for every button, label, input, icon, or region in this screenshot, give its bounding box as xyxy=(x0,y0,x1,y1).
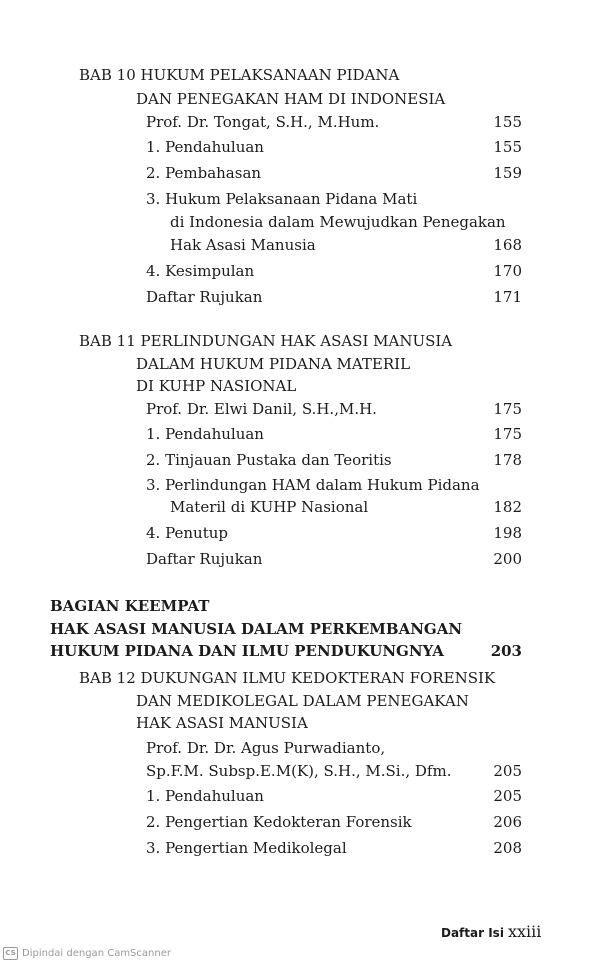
bab12-author-line1: Prof. Dr. Dr. Agus Purwadianto, xyxy=(146,739,386,757)
toc-item-label: 1. Pendahuluan xyxy=(146,425,264,443)
toc-item-label: Daftar Rujukan xyxy=(146,288,263,306)
toc-item-page: 168 xyxy=(493,236,522,254)
footer-section-label: Daftar Isi xyxy=(441,926,504,940)
toc-item-label: 2. Pembahasan xyxy=(146,164,262,182)
bab12-heading-line2: DAN MEDIKOLEGAL DALAM PENEGAKAN xyxy=(136,692,469,710)
toc-item-page: 178 xyxy=(493,451,522,469)
bab12-heading-line1: BAB 12 DUKUNGAN ILMU KEDOKTERAN FORENSIK xyxy=(79,669,496,687)
toc-item-label: 1. Pendahuluan xyxy=(146,787,264,805)
toc-item-page: 198 xyxy=(493,524,522,542)
bab12-author-line2: Sp.F.M. Subsp.E.M(K), S.H., M.Si., Dfm. xyxy=(146,762,452,780)
toc-item-page: 171 xyxy=(493,288,522,306)
toc-item-label: 3. Hukum Pelaksanaan Pidana Mati xyxy=(146,190,418,208)
toc-item-page: 206 xyxy=(493,813,522,831)
bab11-author-page: 175 xyxy=(493,400,522,418)
toc-item-label: 3. Pengertian Medikolegal xyxy=(146,839,347,857)
bab11-heading-line3: DI KUHP NASIONAL xyxy=(136,377,297,395)
toc-item-label: 3. Perlindungan HAM dalam Hukum Pidana xyxy=(146,476,480,494)
bab11-author: Prof. Dr. Elwi Danil, S.H.,M.H. xyxy=(146,400,377,418)
bab12-author-page: 205 xyxy=(493,762,522,780)
toc-item-page: 182 xyxy=(493,498,522,516)
toc-item-label: 4. Penutup xyxy=(146,524,228,542)
part-heading-line3: HUKUM PIDANA DAN ILMU PENDUKUNGNYA xyxy=(50,642,444,660)
toc-item-label: 4. Kesimpulan xyxy=(146,262,255,280)
toc-item-page: 155 xyxy=(493,138,522,156)
toc-item-label: 1. Pendahuluan xyxy=(146,138,264,156)
toc-item-label-cont: Hak Asasi Manusia xyxy=(170,236,316,254)
scanner-watermark xyxy=(3,947,171,960)
part-heading-line1: BAGIAN KEEMPAT xyxy=(50,597,210,615)
bab12-heading-line3: HAK ASASI MANUSIA xyxy=(136,714,308,732)
toc-item-label-cont: Materil di KUHP Nasional xyxy=(170,498,369,516)
bab10-heading-line1: BAB 10 HUKUM PELAKSANAAN PIDANA xyxy=(79,66,400,84)
toc-item-page: 205 xyxy=(493,787,522,805)
toc-item-label: Daftar Rujukan xyxy=(146,550,263,568)
bab10-author-page: 155 xyxy=(493,113,522,131)
watermark-text: Dipindai dengan CamScanner xyxy=(22,948,171,959)
toc-item-label: 2. Tinjauan Pustaka dan Teoritis xyxy=(146,451,392,469)
bab10-heading-line2: DAN PENEGAKAN HAM DI INDONESIA xyxy=(136,90,446,108)
bab11-heading-line2: DALAM HUKUM PIDANA MATERIL xyxy=(136,355,411,373)
toc-item-page: 175 xyxy=(493,425,522,443)
toc-item-page: 208 xyxy=(493,839,522,857)
toc-item-label-cont: di Indonesia dalam Mewujudkan Penegakan xyxy=(170,213,506,231)
bab11-heading-line1: BAB 11 PERLINDUNGAN HAK ASASI MANUSIA xyxy=(79,332,453,350)
toc-item-page: 159 xyxy=(493,164,522,182)
toc-item-page: 170 xyxy=(493,262,522,280)
toc-item-label: 2. Pengertian Kedokteran Forensik xyxy=(146,813,412,831)
footer-page-number: xxiii xyxy=(508,922,542,941)
bab10-author: Prof. Dr. Tongat, S.H., M.Hum. xyxy=(146,113,380,131)
part-page: 203 xyxy=(490,642,522,660)
part-heading-line2: HAK ASASI MANUSIA DALAM PERKEMBANGAN xyxy=(50,620,463,638)
camscanner-logo-icon: CS xyxy=(3,947,18,960)
toc-item-page: 200 xyxy=(493,550,522,568)
